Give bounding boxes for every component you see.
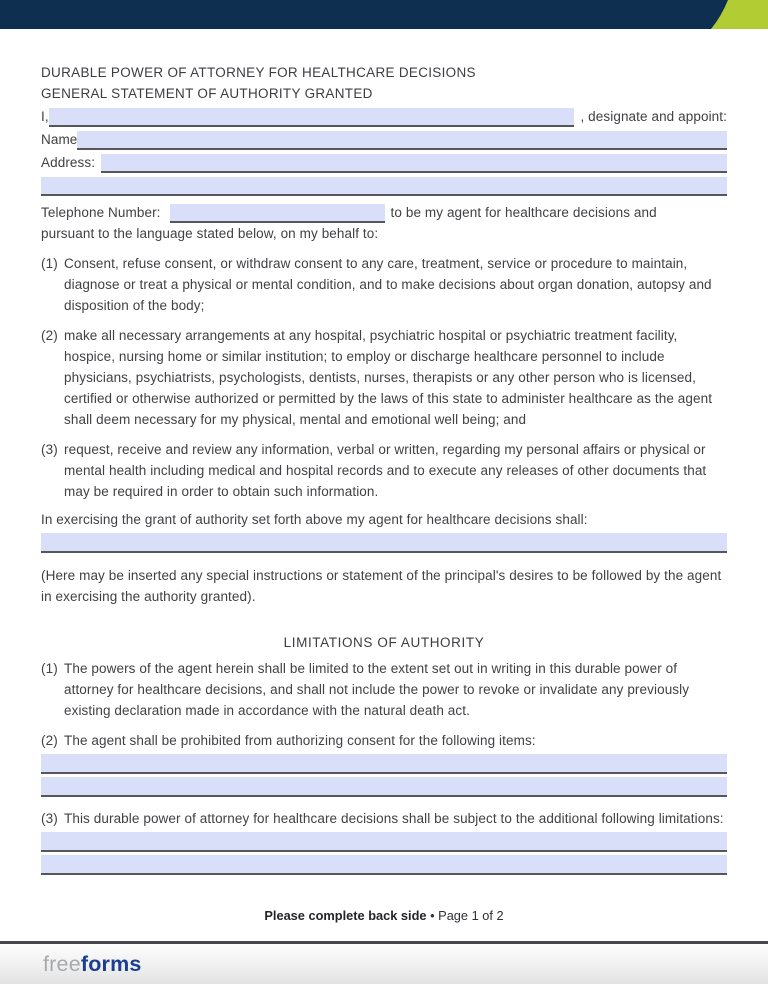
limitation-item-2-text: The agent shall be prohibited from authorizing consent for the following items: xyxy=(64,733,536,748)
principal-name-input[interactable] xyxy=(49,108,575,127)
phone-suffix-text: to be my agent for healthcare decisions and xyxy=(390,205,657,220)
footer-note-separator: • xyxy=(430,908,435,923)
document-title-line1: DURABLE POWER OF ATTORNEY FOR HEALTHCARE DECISIONS xyxy=(41,65,476,80)
agent-address-row-2 xyxy=(41,174,727,196)
power-item-3 xyxy=(41,439,727,502)
exercising-input[interactable] xyxy=(41,533,727,553)
power-item-3-text: request, receive and review any information, verbal or written, regarding my personal affairs or physical or mental health including medical and hospital records and to execute any releases of other documents that may be required in order to obtain such information. xyxy=(64,442,707,499)
complete-back-side-text: Please complete back side xyxy=(264,908,427,923)
exercising-text: In exercising the grant of authority set forth above my agent for healthcare decisions shall: xyxy=(41,512,588,527)
additional-limitations-input-1[interactable] xyxy=(41,832,727,852)
power-item-3-number: (3) xyxy=(41,442,58,457)
page-number-text: Page 1 of 2 xyxy=(438,908,504,923)
agent-address-row xyxy=(41,151,727,173)
freeforms-logo xyxy=(43,952,142,977)
agent-name-row xyxy=(41,128,727,150)
agent-name-input[interactable] xyxy=(77,131,727,150)
page-footer-note xyxy=(0,908,768,923)
power-item-2-text: make all necessary arrangements at any hospital, psychiatric hospital or psychiatric treatment facility, hospice, nursing home or similar institution; to employ or discharge healthcare personnel to include physicians, psychiatrists, psychologists, dentists, nurses, therapists or any other person who is licensed, certified or otherwise authorized or permitted by the laws of this state to administer healthcare as the agent shall deem necessary for my physical, mental and emotional well being; and xyxy=(64,328,713,427)
special-instructions-note: (Here may be inserted any special instructions or statement of the principal's desires to be followed by the agent in exercising the authority granted). xyxy=(41,568,722,604)
prohibited-items-input-1[interactable] xyxy=(41,754,727,774)
limitation-item-3-text: This durable power of attorney for healthcare decisions shall be subject to the additional following limitations: xyxy=(64,811,724,826)
limitation-item-1-number: (1) xyxy=(41,661,58,676)
logo-free-text: free xyxy=(43,951,81,976)
limitation-item-1-text: The powers of the agent herein shall be limited to the extent set out in writing in this durable power of attorney for healthcare decisions, and shall not include the power to revoke or invalidate any previously existing declaration made in accordance with the natural death act. xyxy=(64,661,690,718)
additional-limitations-input-2[interactable] xyxy=(41,855,727,875)
agent-address-label: Address: xyxy=(41,155,96,170)
prohibited-items-input-2[interactable] xyxy=(41,777,727,797)
power-item-1-text: Consent, refuse consent, or withdraw consent to any care, treatment, service or procedure to maintain, diagnose or treat a physical or mental condition, and to make decisions about organ donation, autopsy and disposition of the body; xyxy=(64,256,712,313)
phone-label: Telephone Number: xyxy=(41,205,161,220)
logo-forms-text: forms xyxy=(80,951,142,976)
limitation-item-1 xyxy=(41,658,727,721)
designate-prefix: I, xyxy=(41,109,49,124)
limitation-item-3-number: (3) xyxy=(41,811,58,826)
limitation-item-2 xyxy=(41,730,727,751)
phone-input[interactable] xyxy=(170,204,385,223)
brand-footer xyxy=(0,941,768,984)
designate-suffix: , designate and appoint: xyxy=(580,109,727,124)
agent-address-input-line2[interactable] xyxy=(41,177,727,196)
agent-address-input[interactable] xyxy=(101,154,727,173)
header-corner-accent xyxy=(704,0,768,29)
limitation-item-2-number: (2) xyxy=(41,733,58,748)
power-item-1-number: (1) xyxy=(41,256,58,271)
power-item-1 xyxy=(41,253,727,316)
phone-row xyxy=(41,201,727,223)
limitation-item-3 xyxy=(41,808,727,829)
power-item-2 xyxy=(41,325,727,430)
document-title-line2: GENERAL STATEMENT OF AUTHORITY GRANTED xyxy=(41,86,373,101)
limitations-heading: LIMITATIONS OF AUTHORITY xyxy=(283,635,485,650)
designate-row xyxy=(41,105,727,127)
header-bar xyxy=(0,0,768,29)
pursuant-text: pursuant to the language stated below, on my behalf to: xyxy=(41,226,379,241)
document-body xyxy=(41,62,727,875)
power-item-2-number: (2) xyxy=(41,328,58,343)
agent-name-label: Name xyxy=(41,132,78,147)
